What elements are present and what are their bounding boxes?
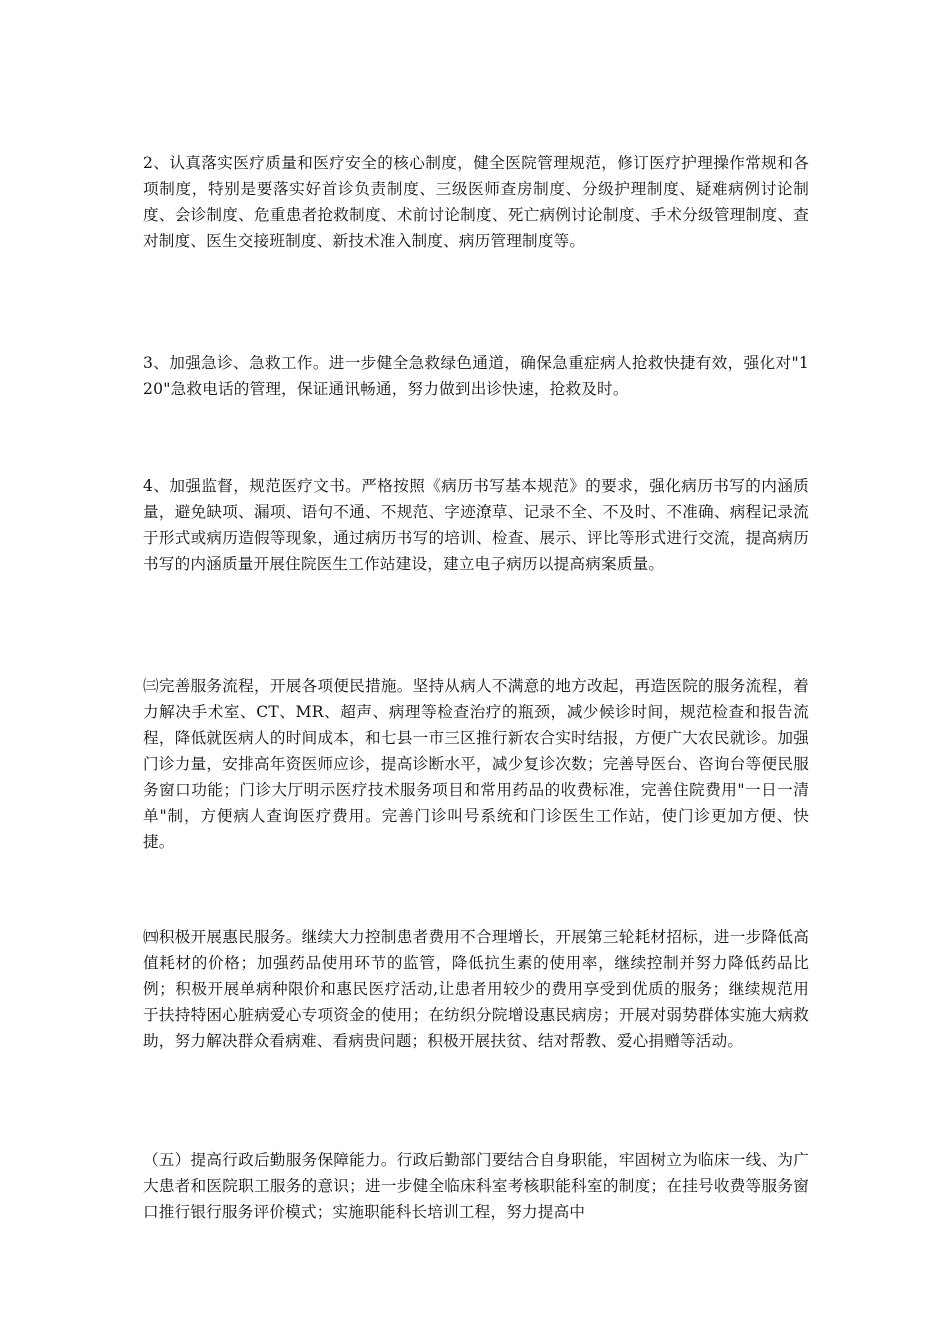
paragraph-medical-records: 4、加强监督，规范医疗文书。严格按照《病历书写基本规范》的要求，强化病历书写的内涵质量，避免缺项、漏项、语句不通、不规范、字迹潦草、记录不全、不及时、不准确、病程记录流于形式或病历造假等现象，通过病历书写的培训、检查、展示、评比等形式进行交流，提高病历书写的内涵质量开展住院医生工作站建设，建立电子病历以提高病案质量。 (143, 477, 809, 573)
paragraph-logistics-support: （五）提高行政后勤服务保障能力。行政后勤部门要结合自身职能，牢固树立为临床一线、为广大患者和医院职工服务的意识；进一步健全临床科室考核职能科室的制度；在挂号收费等服务窗口推行银行服务评价模式；实施职能科长培训工程，努力提高中 (143, 1151, 809, 1221)
paragraph-service-process: ㈢完善服务流程，开展各项便民措施。坚持从病人不满意的地方改起，再造医院的服务流程，着力解决手术室、CT、MR、超声、病理等检查治疗的瓶颈，减少候诊时间，规范检查和报告流程，降低就医病人的时间成本，和七县一市三区推行新农合实时结报，方便广大农民就诊。加强门诊力量，安排高年资医师应诊，提高诊断水平，减少复诊次数；完善导医台、咨询台等便民服务窗口功能；门诊大厅明示医疗技术服务项目和常用药品的收费标准，完善住院费用"一日一清单"制，方便病人查询医疗费用。完善门诊叫号系统和门诊医生工作站，使门诊更加方便、快捷。 (143, 677, 809, 851)
paragraph-emergency-care: 3、加强急诊、急救工作。进一步健全急救绿色通道，确保急重症病人抢救快捷有效，强化对"120"急救电话的管理，保证通讯畅通，努力做到出诊快速，抢救及时。 (143, 354, 809, 398)
paragraph-public-benefit: ㈣积极开展惠民服务。继续大力控制患者费用不合理增长，开展第三轮耗材招标，进一步降低高值耗材的价格；加强药品使用环节的监管，降低抗生素的使用率，继续控制并努力降低药品比例；积极开展单病种限价和惠民医疗活动,让患者用较少的费用享受到优质的服务；继续规范用于扶持特困心脏病爱心专项资金的使用；在纺织分院增设惠民病房；开展对弱势群体实施大病救助，努力解决群众看病难、看病贵问题；积极开展扶贫、结对帮教、爱心捐赠等活动。 (143, 928, 809, 1050)
paragraph-core-systems: 2、认真落实医疗质量和医疗安全的核心制度，健全医院管理规范，修订医疗护理操作常规和各项制度，特别是要落实好首诊负责制度、三级医师查房制度、分级护理制度、疑难病例讨论制度、会诊制度、危重患者抢救制度、术前讨论制度、死亡病例讨论制度、手术分级管理制度、查对制度、医生交接班制度、新技术准入制度、病历管理制度等。 (143, 154, 809, 250)
